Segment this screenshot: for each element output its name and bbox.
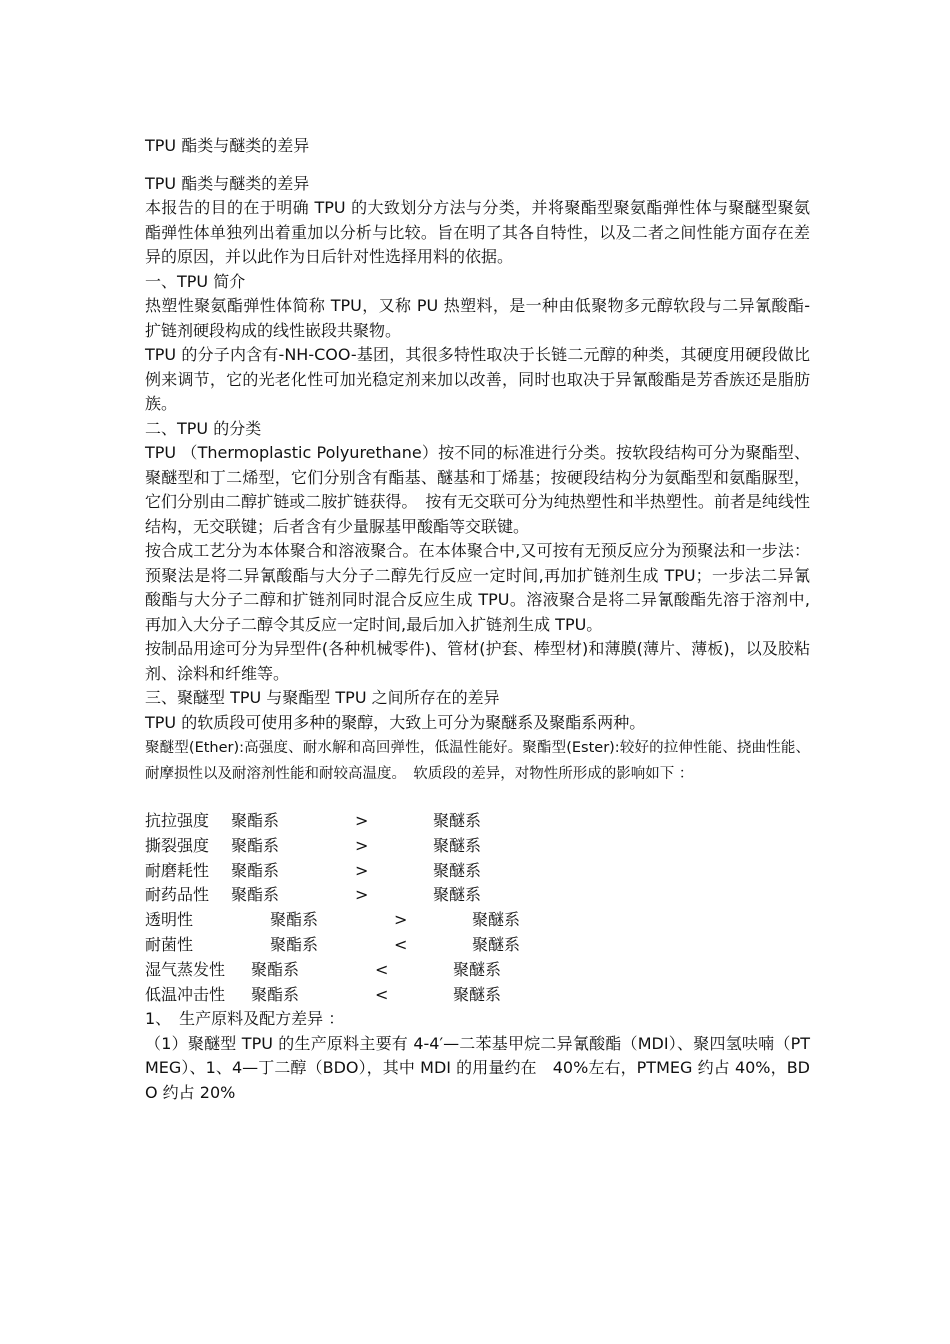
header-title: TPU 酯类与醚类的差异 — [145, 136, 310, 155]
comparison-b: 聚醚系 — [433, 885, 482, 905]
document-title: TPU 酯类与醚类的差异 — [145, 174, 310, 193]
comparison-a: 聚酯系 — [251, 959, 300, 979]
subsection-1-paragraph-1: （1）聚醚型 TPU 的生产原料主要有 4-4′—二苯基甲烷二异氰酸酯（MDI）、聚四氢呋喃（PTMEG）、1、4—丁二醇（BDO），其中 MDI 的用量约在 40%左右，PTMEG 约占 40%，BDO 约占 20% — [145, 1033, 810, 1102]
comparison-a: 聚酯系 — [231, 860, 280, 880]
section-3-heading: 三、聚醚型 TPU 与聚酯型 TPU 之间所存在的差异 — [145, 688, 500, 707]
comparison-b: 聚醚系 — [453, 959, 502, 979]
section-2-heading: 二、TPU 的分类 — [145, 418, 262, 438]
comparison-operator: > — [355, 860, 369, 880]
comparison-row — [145, 933, 810, 958]
section-2-paragraph-3: 按制品用途可分为异型件(各种机械零件)、管材(护套、棒型材)和薄膜(薄片、薄板)，以及胶粘剂、涂料和纤维等。 — [145, 639, 810, 683]
section-1-heading: 一、TPU 简介 — [145, 271, 246, 291]
comparison-property: 耐菌性 — [145, 934, 194, 954]
comparison-b: 聚醚系 — [433, 835, 482, 855]
comparison-row — [145, 859, 810, 884]
comparison-property: 抗拉强度 — [145, 811, 210, 830]
comparison-b: 聚醚系 — [433, 860, 482, 880]
comparison-operator: > — [355, 811, 369, 830]
comparison-property: 耐磨耗性 — [145, 860, 210, 880]
comparison-row — [145, 883, 810, 908]
comparison-operator: > — [355, 835, 369, 855]
comparison-list — [145, 809, 810, 1007]
section-2-paragraph-2: 按合成工艺分为本体聚合和溶液聚合。在本体聚合中,又可按有无预反应分为预聚法和一步法：预聚法是将二异氰酸酯与大分子二醇先行反应一定时间,再加扩链剂生成 TPU；一步法二异氰酸酯与大分子二醇和扩链剂同时混合反应生成 TPU。溶液聚合是将二异氰酸酯先溶于溶剂中,再加入大分子二醇令其反应一定时间,最后加入扩链剂生成 TPU。 — [145, 541, 810, 634]
comparison-a: 聚酯系 — [231, 885, 280, 905]
spacer — [145, 787, 810, 809]
comparison-property: 撕裂强度 — [145, 835, 210, 855]
comparison-row — [145, 834, 810, 859]
section-3-paragraph-1: TPU 的软质段可使用多种的聚醇，大致上可分为聚醚系及聚酯系两种。 — [145, 712, 646, 732]
intro-paragraph: 本报告的目的在于明确 TPU 的大致划分方法与分类，并将聚酯型聚氨酯弹性体与聚醚型聚氨酯弹性体单独列出着重加以分析与比较。旨在明了其各自特性，以及二者之间性能方面存在差异的原因，并以此作为日后针对性选择用料的依据。 — [145, 198, 810, 266]
comparison-a: 聚酯系 — [270, 934, 319, 954]
document-page — [145, 134, 810, 1105]
comparison-a: 聚酯系 — [231, 835, 280, 855]
comparison-property: 耐药品性 — [145, 885, 210, 905]
section-3-paragraph-2: 聚醚型(Ether):高强度、耐水解和高回弹性，低温性能好。聚酯型(Ester):较好的拉伸性能、挠曲性能、耐摩损性以及耐溶剂性能和耐较高温度。 软质段的差异，对物性所形成的影响如下 ： — [145, 740, 810, 782]
comparison-a: 聚酯系 — [270, 910, 319, 930]
section-1-paragraph-2: TPU 的分子内含有-NH-COO-基团，其很多特性取决于长链二元醇的种类，其硬度用硬段做比例来调节，它的光老化性可加光稳定剂来加以改善，同时也取决于异氰酸酯是芳香族还是脂肪族。 — [145, 345, 810, 413]
comparison-operator: > — [394, 910, 408, 930]
comparison-b: 聚醚系 — [453, 984, 502, 1004]
comparison-operator: < — [375, 959, 389, 979]
comparison-operator: > — [355, 885, 369, 905]
comparison-row — [145, 983, 810, 1008]
comparison-row — [145, 809, 810, 834]
comparison-a: 聚酯系 — [251, 984, 300, 1004]
comparison-property: 透明性 — [145, 910, 194, 930]
subsection-1-heading: 1、 生产原料及配方差异 ： — [145, 1009, 345, 1029]
comparison-row — [145, 908, 810, 933]
section-1-paragraph-1: 热塑性聚氨酯弹性体简称 TPU，又称 PU 热塑料，是一种由低聚物多元醇软段与二异氰酸酯-扩链剂硬段构成的线性嵌段共聚物。 — [145, 296, 810, 340]
comparison-property: 湿气蒸发性 — [145, 959, 226, 979]
comparison-b: 聚醚系 — [433, 811, 482, 830]
comparison-operator: < — [394, 934, 408, 954]
section-2-paragraph-1: TPU （Thermoplastic Polyurethane）按不同的标准进行分类。按软段结构可分为聚酯型、聚醚型和丁二烯型，它们分别含有酯基、醚基和丁烯基；按硬段结构分为氨酯型和氨酯脲型，它们分别由二醇扩链或二胺扩链获得。 按有无交联可分为纯热塑性和半热塑性。前者是纯线性结构，无交联键；后者含有少量脲基甲酸酯等交联键。 — [145, 443, 810, 536]
comparison-operator: < — [375, 984, 389, 1004]
comparison-property: 低温冲击性 — [145, 984, 226, 1004]
comparison-b: 聚醚系 — [472, 934, 521, 954]
comparison-a: 聚酯系 — [231, 811, 280, 830]
comparison-row — [145, 958, 810, 983]
comparison-b: 聚醚系 — [472, 910, 521, 930]
